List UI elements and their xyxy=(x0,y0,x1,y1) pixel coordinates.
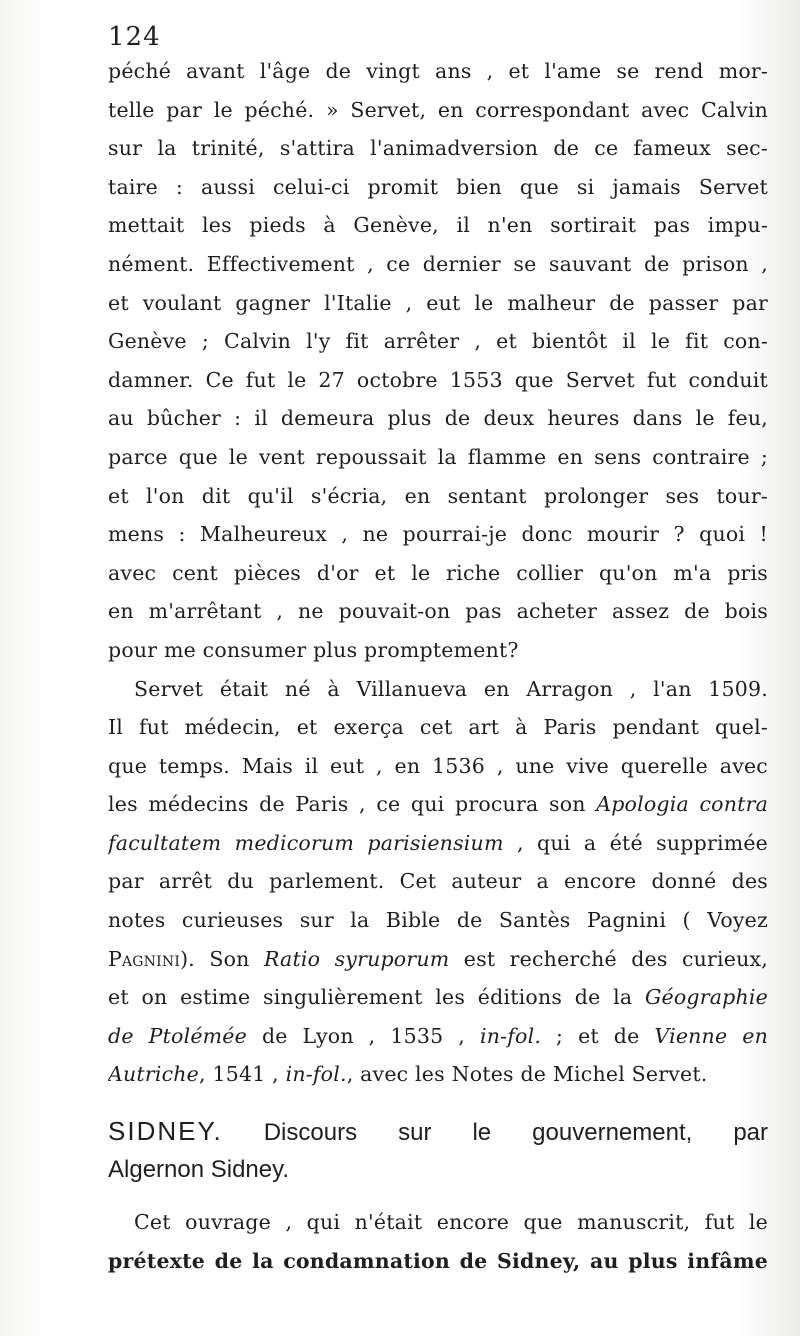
text-line xyxy=(108,1017,768,1056)
text-line: notes curieuses sur la Bible de Santès Pagnini ( Voyez xyxy=(108,908,768,933)
text-line: mettait les pieds à Genève, il n'en sortirait pas impu- xyxy=(108,213,768,238)
section-spacer xyxy=(108,1094,768,1108)
text-run: est recherché des curieux, xyxy=(449,946,768,971)
text-line: en m'arrêtant , ne pouvait-on pas acheter assez de bois xyxy=(108,599,768,624)
text-line: Cet ouvrage , qui n'était encore que manuscrit, fut le xyxy=(134,1210,768,1235)
text-line: que temps. Mais il eut , en 1536 , une vive querelle avec xyxy=(108,753,768,778)
text-run: et on estime singulièrement les éditions de la xyxy=(108,985,645,1010)
section-spacer xyxy=(108,1189,768,1203)
text-run: ). Son xyxy=(180,946,264,971)
text-line: pour me consumer plus promptement? xyxy=(108,637,519,662)
text-run: ; et de xyxy=(541,1023,655,1048)
text-line: mens : Malheureux , ne pourrai-je donc mourir ? quoi ! xyxy=(108,522,768,547)
text-line: parce que le vent repoussait la flamme en sens contraire ; xyxy=(108,444,768,469)
book-title-italic: Géographie xyxy=(644,985,768,1010)
text-line: par arrêt du parlement. Cet auteur a encore donné des xyxy=(108,869,768,894)
text-line: nément. Effectivement , ce dernier se sauvant de prison , xyxy=(108,251,768,276)
text-line: telle par le péché. » Servet, en correspondant avec Calvin xyxy=(108,97,768,122)
text-line xyxy=(108,824,768,863)
text-line: péché avant l'âge de vingt ans , et l'ame se rend mor- xyxy=(108,59,768,83)
text-line: Genève ; Calvin l'y fit arrêter , et bientôt il le fit con- xyxy=(108,329,768,354)
text-line: avec cent pièces d'or et le riche collier qu'on m'a pris xyxy=(108,560,768,585)
entry-name: SIDNEY. xyxy=(108,1116,223,1147)
entry-author: Algernon Sidney. xyxy=(108,1155,290,1183)
format-italic: in-fol. xyxy=(285,1062,347,1087)
text-line: prétexte de la condamnation de Sidney, au plus infâme xyxy=(108,1248,768,1273)
text-line: Servet était né à Villanueva en Arragon , l'an 1509. xyxy=(134,676,768,701)
text-line: Il fut médecin, et exerça cet art à Paris pendant quel- xyxy=(108,715,768,740)
text-line xyxy=(108,785,768,824)
text-run: , 1541 , xyxy=(199,1062,286,1087)
text-line: sur la trinité, s'attira l'animadversion de ce fameux sec- xyxy=(108,136,768,161)
book-title-italic: Apologia contra xyxy=(596,792,768,817)
cross-reference: Pagnini xyxy=(108,946,181,971)
text-line: et voulant gagner l'Italie , eut le malheur de passer par xyxy=(108,290,768,315)
book-title-italic: Vienne en xyxy=(654,1023,768,1048)
text-line: au bûcher : il demeura plus de deux heures dans le feu, xyxy=(108,406,768,431)
text-line xyxy=(108,978,768,1017)
text-line xyxy=(108,940,768,979)
book-title-italic: Ratio syruporum xyxy=(263,946,450,971)
text-line: taire : aussi celui-ci promit bien que si jamais Servet xyxy=(108,174,768,199)
text-run: , qui a été supprimée xyxy=(503,830,768,855)
text-run: les médecins de Paris , ce qui procura son xyxy=(108,792,597,817)
book-title-italic: Autriche xyxy=(108,1062,200,1087)
text-line: et l'on dit qu'il s'écria, en sentant prolonger ses tour- xyxy=(108,483,768,508)
page-text xyxy=(108,52,768,1280)
page-number: 124 xyxy=(108,22,161,52)
book-title-italic: facultatem medicorum parisiensium xyxy=(108,830,504,855)
format-italic: in-fol. xyxy=(479,1023,542,1048)
book-title-italic: de Ptolémée xyxy=(108,1023,247,1048)
entry-title: Discours sur le gouvernement, par xyxy=(222,1119,768,1147)
text-line xyxy=(108,1055,768,1094)
text-line: damner. Ce fut le 27 octobre 1553 que Servet fut conduit xyxy=(108,367,768,392)
entry-heading xyxy=(108,1112,768,1151)
text-run: , avec les Notes de Michel Servet. xyxy=(346,1062,708,1087)
text-run: de Lyon , 1535 , xyxy=(246,1023,480,1048)
